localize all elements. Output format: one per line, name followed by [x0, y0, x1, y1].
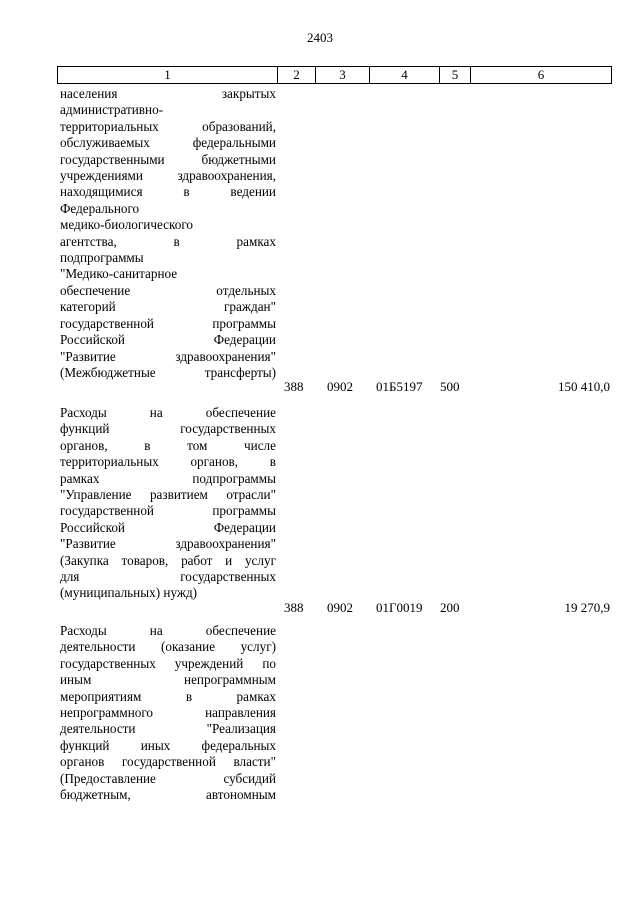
- description-line: "Медико-санитарное: [60, 266, 178, 282]
- description-line: населения закрытых: [60, 86, 276, 101]
- description-line: бюджетным, автономным: [60, 787, 276, 803]
- header-col-2: 2: [278, 67, 316, 83]
- description-line: находящимися в ведении: [60, 184, 276, 200]
- description-line: деятельности "Реализация: [60, 721, 276, 737]
- description-line: Расходы на обеспечение: [60, 623, 276, 638]
- description-line: обеспечение отдельных: [60, 282, 276, 298]
- row-description: [60, 623, 276, 803]
- description-line: функций иных федеральных: [60, 737, 276, 753]
- description-line: деятельности (оказание услуг): [60, 639, 276, 655]
- header-col-3: 3: [316, 67, 370, 83]
- row-description: [60, 86, 276, 381]
- description-line: государственной программы: [60, 315, 276, 331]
- header-col-5: 5: [440, 67, 471, 83]
- description-line: (Закупка товаров, работ и услуг: [60, 552, 276, 568]
- description-line: территориальных органов, в: [60, 454, 276, 470]
- col3-value: 0902: [327, 379, 353, 394]
- header-col-4: 4: [370, 67, 440, 83]
- description-line: Российской Федерации: [60, 332, 276, 348]
- description-line: подпрограммы: [60, 250, 144, 266]
- description-line: непрограммного направления: [60, 705, 276, 721]
- description-line: территориальных образований,: [60, 118, 276, 134]
- description-line: медико-биологического: [60, 217, 194, 233]
- description-line: иным непрограммным: [60, 672, 276, 688]
- description-line: (муниципальных) нужд): [60, 585, 198, 601]
- table-header: [57, 66, 612, 84]
- description-line: "Управление развитием отрасли": [60, 487, 276, 503]
- description-line: Федерального: [60, 200, 140, 216]
- description-line: агентства, в рамках: [60, 233, 276, 249]
- description-line: государственной программы: [60, 503, 276, 519]
- description-line: государственными бюджетными: [60, 151, 276, 167]
- description-line: административно-: [60, 102, 164, 118]
- description-line: (Предоставление субсидий: [60, 770, 276, 786]
- header-col-6: 6: [537, 67, 545, 82]
- col6-value: 19 270,9: [564, 600, 610, 615]
- col2-value: 388: [284, 600, 304, 615]
- row-description: [60, 405, 276, 602]
- description-line: Расходы на обеспечение: [60, 405, 276, 420]
- description-line: "Развитие здравоохранения": [60, 348, 276, 364]
- header-col-1: 1: [58, 67, 278, 83]
- col6-value: 150 410,0: [558, 379, 610, 394]
- description-line: категорий граждан": [60, 299, 276, 315]
- description-line: для государственных: [60, 569, 276, 585]
- col4-value: 01Б5197: [376, 379, 423, 394]
- col2-value: 388: [284, 379, 304, 394]
- page-number: 2403: [307, 30, 333, 45]
- description-line: мероприятиям в рамках: [60, 688, 276, 704]
- description-line: органов государственной власти": [60, 754, 276, 770]
- description-line: "Развитие здравоохранения": [60, 536, 276, 552]
- description-line: обслуживаемых федеральными: [60, 135, 276, 151]
- description-line: функций государственных: [60, 421, 276, 437]
- col5-value: 500: [440, 379, 460, 394]
- description-line: учреждениями здравоохранения,: [60, 168, 276, 184]
- description-line: государственных учреждений по: [60, 655, 276, 671]
- description-line: Российской Федерации: [60, 519, 276, 535]
- col4-value: 01Г0019: [376, 600, 423, 615]
- description-line: рамках подпрограммы: [60, 470, 276, 486]
- col3-value: 0902: [327, 600, 353, 615]
- col5-value: 200: [440, 600, 460, 615]
- description-line: органов, в том числе: [60, 437, 276, 453]
- description-line: (Межбюджетные трансферты): [60, 364, 276, 380]
